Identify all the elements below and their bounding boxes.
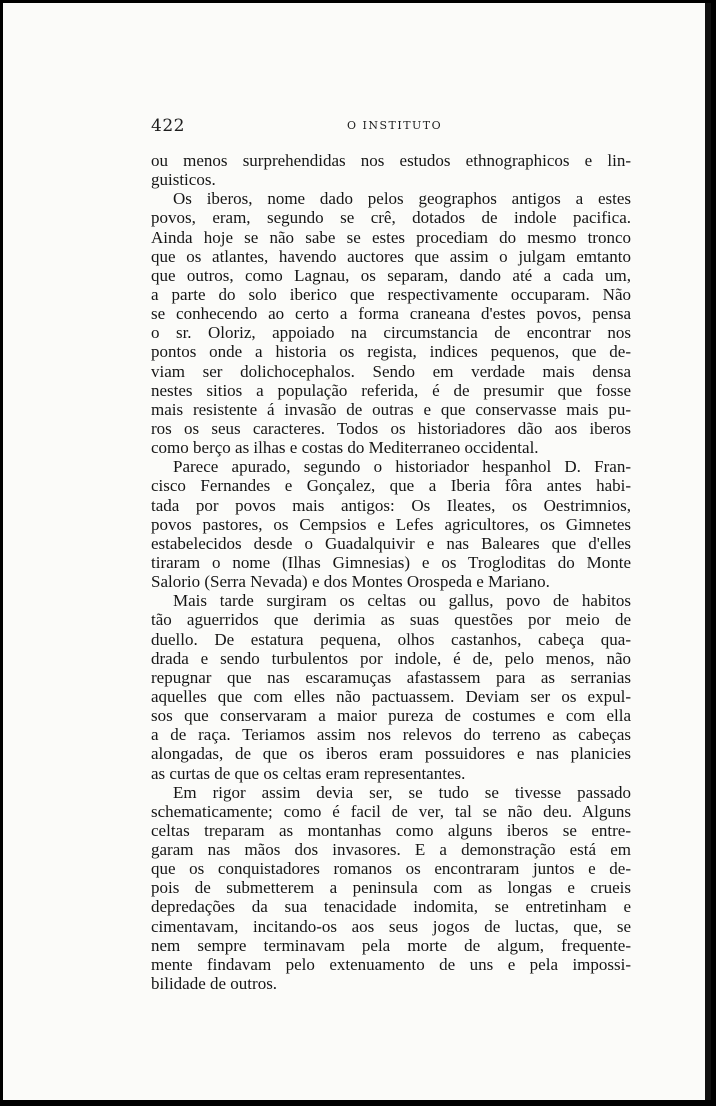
text-line: tada por povos mais antigos: Os Ileates, os Oestrimnios,: [151, 495, 631, 515]
text-line: a parte do solo iberico que respectivamente occuparam. Não: [151, 284, 631, 304]
text-line: ou menos surprehendidas nos estudos ethnographicos e lin-: [151, 151, 631, 170]
text-line: povos pastores, os Cempsios e Lefes agricultores, os Gimnetes: [151, 514, 631, 534]
text-line: mais resistente á invasão de outras e que conservasse mais pu-: [151, 399, 631, 419]
text-line: que outros, como Lagnau, os separam, dando até a cada um,: [151, 265, 631, 285]
text-line: Ainda hoje se não sabe se estes procediam do mesmo tronco: [151, 227, 631, 247]
text-line: a de raça. Teriamos assim nos relevos do terreno as cabeças: [151, 725, 631, 745]
text-line: o sr. Oloriz, appoiado na circumstancia de encontrar nos: [151, 323, 631, 343]
text-line: pontos onde a historia os regista, indices pequenos, que de-: [151, 342, 631, 362]
text-line: tiraram o nome (Ilhas Gimnesias) e os Trogloditas do Monte: [151, 552, 631, 572]
text-line: nestes sitios a população referida, é de presumir que fosse: [151, 380, 631, 400]
text-line: que os atlantes, havendo auctores que assim o julgam emtanto: [151, 246, 631, 266]
paragraph-start-line: Em rigor assim devia ser, se tudo se tivesse passado: [173, 782, 631, 802]
paragraph-start-line: Parece apurado, segundo o historiador hespanhol D. Fran-: [173, 457, 631, 477]
text-line: garam nas mãos dos invasores. E a demonstração está em: [151, 840, 631, 860]
text-line: estabelecidos desde o Guadalquivir e nas Baleares que d'elles: [151, 533, 631, 553]
paragraph-start-line: Mais tarde surgiram os celtas ou gallus, povo de habitos: [173, 591, 631, 611]
text-line: repugnar que nas escaramuças afastassem para as serranias: [151, 667, 631, 687]
text-line: sos que conservaram a maior pureza de costumes e com ella: [151, 706, 631, 726]
text-line: bilidade de outros.: [151, 974, 278, 994]
text-line: as curtas de que os celtas eram representantes.: [151, 763, 466, 783]
text-line: cimentavam, incitando-os aos seus jogos de luctas, que, se: [151, 916, 631, 936]
text-line: povos, eram, segundo se crê, dotados de indole pacifica.: [151, 208, 631, 228]
book-page: [3, 3, 711, 1100]
running-title: O INSTITUTO: [347, 119, 443, 132]
text-line: depredações da sua tenacidade indomita, se entretinham e: [151, 897, 631, 917]
text-line: ros os seus caracteres. Todos os historiadores dão aos iberos: [151, 418, 631, 438]
text-line: nem sempre terminavam pela morte de algum, frequente-: [151, 935, 631, 955]
text-line: viam ser dolichocephalos. Sendo em verdade mais densa: [151, 361, 631, 381]
page-number: 422: [151, 116, 185, 136]
text-line: duello. De estatura pequena, olhos castanhos, cabeça qua-: [151, 629, 631, 649]
text-line: Salorio (Serra Nevada) e dos Montes Orospeda e Mariano.: [151, 572, 550, 592]
page-header: [3, 116, 705, 140]
text-line: como berço as ilhas e costas do Mediterraneo occidental.: [151, 438, 539, 458]
body-text: [151, 151, 631, 993]
text-line: que os conquistadores romanos os encontraram juntos e de-: [151, 859, 631, 879]
text-line: tão aguerridos que derimia as suas questões por meio de: [151, 610, 631, 630]
text-line: celtas treparam as montanhas como alguns iberos se entre-: [151, 820, 631, 840]
text-line: se conhecendo ao certo a forma craneana d'estes povos, pensa: [151, 304, 631, 324]
text-line: cisco Fernandes e Gonçalez, que a Iberia fôra antes habi-: [151, 476, 631, 496]
text-line: drada e sendo turbulentos por indole, é de, pelo menos, não: [151, 648, 631, 668]
text-line: mente findavam pelo extenuamento de uns e pela impossi-: [151, 954, 631, 974]
text-line: schematicamente; como é facil de ver, tal se não deu. Alguns: [151, 801, 631, 821]
text-line: aquelles que com elles não pactuassem. Deviam ser os expul-: [151, 686, 631, 706]
text-line: alongadas, de que os iberos eram possuidores e nas planicies: [151, 744, 631, 764]
text-line: guisticos.: [151, 170, 216, 190]
text-line: pois de submetterem a peninsula com as longas e crueis: [151, 878, 631, 898]
paragraph-start-line: Os iberos, nome dado pelos geographos antigos a estes: [173, 189, 631, 209]
